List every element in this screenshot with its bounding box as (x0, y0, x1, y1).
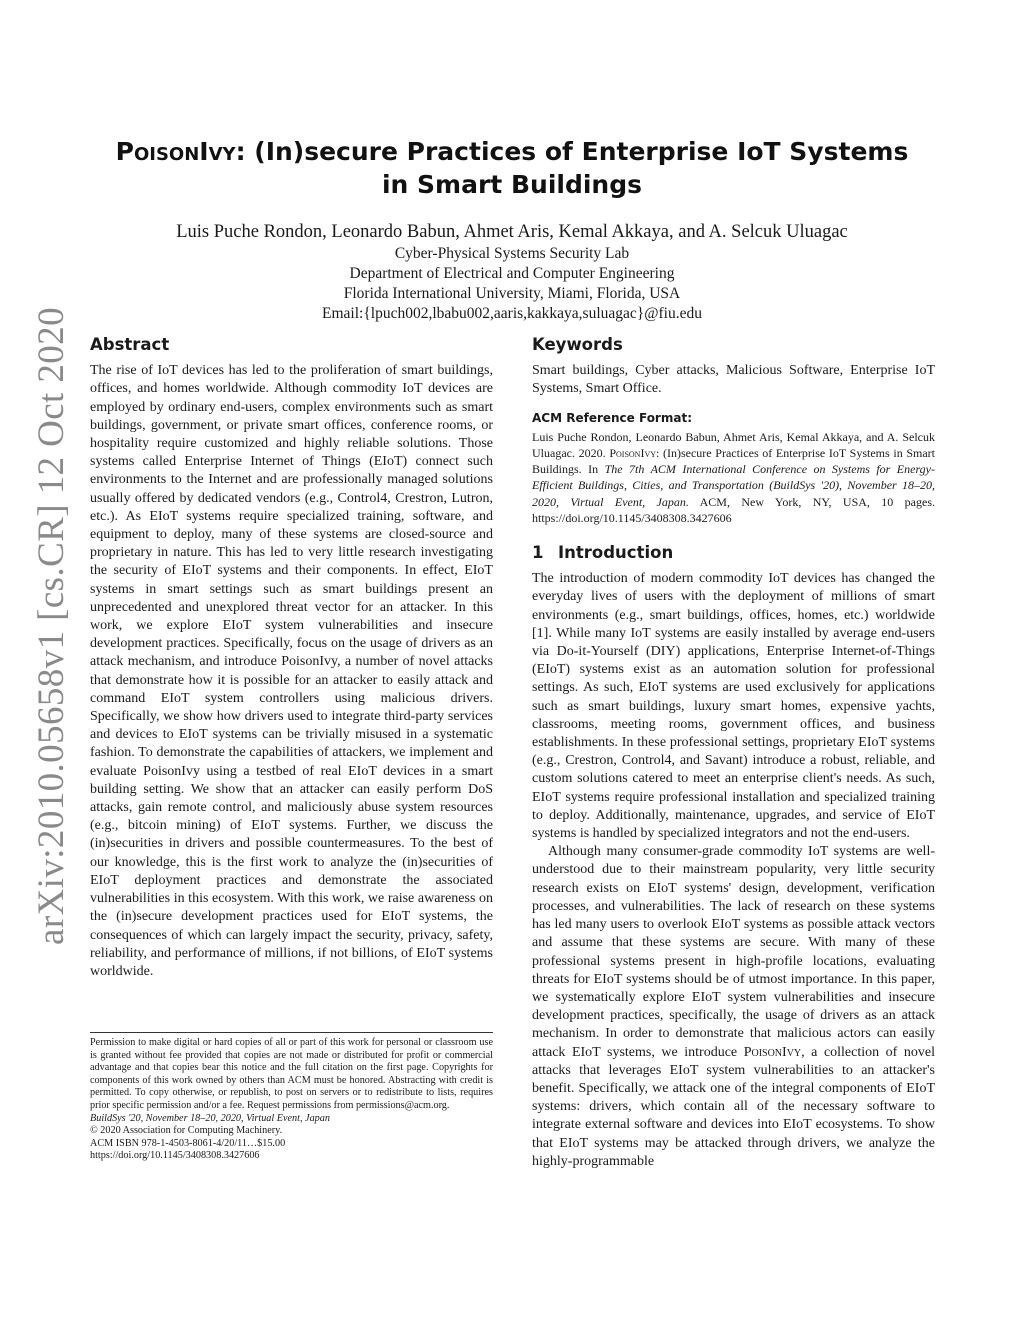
abstract-text: The rise of IoT devices has led to the proliferation of smart buildings, offices, and homes worldwide. Although commodity IoT devices are employed by ordinary end-users, complex environments such as smart buildings, government, or private smart offices, conference rooms, or hospitality require customized and highly reliable solutions. Those systems called Enterprise Internet of Things (EIoT) connect such environments to the Internet and are professionally managed solutions usually offered by dedicated vendors (e.g., Control4, Crestron, Lutron, etc.). As EIoT systems require specialized training, software, and equipment to deploy, many of these systems are closed-source and proprietary in nature. This has led to very little research investigating the security of EIoT systems and their components. In effect, EIoT systems in smart settings such as smart buildings present an unprecedented and unexplored threat vector for an attacker. In this work, we explore EIoT system vulnerabilities and insecure development practices. Specifically, focus on the usage of drivers as an attack mechanism, and introduce PoisonIvy, a number of novel attacks that demonstrate how it is possible for an attacker to easily attack and command EIoT system controllers using malicious drivers. Specifically, we show how drivers used to integrate third-party services and devices to EIoT systems can be trivially misused in a systematic fashion. To demonstrate the capabilities of attackers, we implement and evaluate PoisonIvy using a testbed of real EIoT devices in a smart building setting. We show that an attacker can easily perform DoS attacks, gain remote control, and maliciously abuse system resources (e.g., bitcoin mining) of EIoT systems. Further, we discuss the (in)securities in drivers and possible countermeasures. To the best of our knowledge, this is the first work to analyze the (in)securities of EIoT deployment practices and demonstrate the associated vulnerabilities in this ecosystem. With this work, we raise awareness on the (in)secure development practices used for EIoT systems, the consequences of which can largely impact the security, privacy, safety, reliability, and performance of millions, if not billions, of EIoT systems worldwide. (90, 363, 493, 979)
paper-title (100, 135, 924, 201)
acm-reference-heading: ACM Reference Format: (532, 410, 692, 425)
title-name: PoisonIvy (115, 137, 236, 166)
left-column (90, 336, 493, 981)
intro-number: 1 (532, 543, 544, 563)
intro-p2-b: , a collection of novel attacks that leverages EIoT system vulnerabilities to an attacker's benefit. Specifically, we attack one of the integral components of EIoT systems: drivers, which contain all of the necessary software to integrate external software and devices into EIoT ecosystems. To show that EIoT systems may be attacked through drivers, we analyze the highly-programmable (532, 1044, 935, 1169)
footnote-isbn: ACM ISBN 978-1-4503-8061-4/20/11…$15.00 (90, 1137, 286, 1149)
intro-p2-name: PoisonIvy (743, 1044, 802, 1060)
title-line-2: in Smart Buildings (381, 170, 642, 199)
acm-ref-venue: The 7th ACM International Conference on Systems for Energy-Efficient Buildings, Cities, and Transportation (BuildSys '20), November 18–20, 2020, Virtual Event, Japan. (532, 462, 936, 509)
footnote-doi: https://doi.org/10.1145/3408308.3427606 (90, 1150, 260, 1162)
intro-heading (532, 544, 935, 562)
intro-p2-a: Although many consumer-grade commodity IoT systems are well-understood due to their mainstream popularity, very little security research exists on EIoT systems' design, development, verification processes, and vulnerabilities. The lack of research on these systems has led many users to overlook EIoT systems as possible attack vectors and assume that these systems are secure. With many of these professional systems present in high-profile locations, evaluating threats for EIoT systems should be of utmost importance. In this paper, we systematically explore EIoT system vulnerabilities and insecure development practices, specifically, the usage of drivers as an attack mechanism. In order to demonstrate that malicious actors can easily attack EIoT systems, we introduce (532, 844, 935, 1060)
keywords-text: Smart buildings, Cyber attacks, Malicious Software, Enterprise IoT Systems, Smart Office. (532, 363, 935, 397)
title-line-1 (100, 135, 924, 168)
acm-ref-title: : (In)secure Practices of Enterprise IoT Systems in Smart Buildings. In (532, 446, 936, 477)
right-column (532, 336, 935, 1171)
affiliation-lab: Cyber-Physical Systems Security Lab (394, 245, 630, 262)
intro-paragraph-1: The introduction of modern commodity IoT devices has changed the everyday lives of users with the deployment of millions of smart environments (e.g., smart buildings, offices, homes, etc.) worldwide [1]. While many IoT systems are easily installed by average end-users via Do-it-Yourself (DIY) applications, Enterprise Internet-of-Things (EIoT) systems exist as an automation solution for professional settings. As such, EIoT systems are used exclusively for applications such as smart buildings, luxury smart homes, expensive yachts, classrooms, meeting rooms, government offices, and business establishments. In these professional settings, proprietary EIoT systems (e.g., Crestron, Control4, and Savant) introduce a robust, reliable, and custom solutions catered to meet an enterprise client's needs. As such, EIoT systems require professional installation and specialized training to deploy. Additionally, maintenance, upgrades, and service of EIoT systems is handled by specialized integrators and not the end-users. (532, 571, 935, 842)
arxiv-stamp: arXiv:2010.05658v1 [cs.CR] 12 Oct 2020 (31, 307, 72, 945)
affiliation-univ: Florida International University, Miami, Florida, USA (343, 285, 681, 302)
intro-paragraph-2 (532, 843, 935, 1171)
intro-title: Introduction (558, 543, 674, 563)
title-rest: : (In)secure Practices of Enterprise IoT Systems (235, 137, 909, 166)
acm-ref-name: PoisonIvy (609, 446, 656, 461)
footnote-venue: BuildSys '20, November 18–20, 2020, Virtual Event, Japan (90, 1112, 330, 1124)
keywords-heading: Keywords (532, 335, 623, 354)
footnote-copyright: © 2020 Association for Computing Machinery. (90, 1125, 283, 1137)
affiliation (80, 244, 944, 324)
affiliation-email: Email:{lpuch002,lbabu002,aaris,kakkaya,suluagac}@fiu.edu (322, 305, 702, 322)
acm-ref-tail: ACM, New York, NY, USA, 10 pages. https://doi.org/10.1145/3408308.3427606 (532, 494, 935, 525)
affiliation-dept: Department of Electrical and Computer Engineering (349, 265, 675, 282)
copyright-footnote (90, 1032, 493, 1163)
acm-reference-text (532, 429, 935, 526)
author-list: Luis Puche Rondon, Leonardo Babun, Ahmet Aris, Kemal Akkaya, and A. Selcuk Uluagac (176, 222, 848, 242)
acm-ref-authors: Luis Puche Rondon, Leonardo Babun, Ahmet Aris, Kemal Akkaya, and A. Selcuk Uluagac. 2020. (532, 429, 935, 461)
abstract-heading: Abstract (90, 335, 170, 354)
permission-notice: Permission to make digital or hard copies of all or part of this work for personal or classroom use is granted without fee provided that copies are not made or distributed for profit or commercial advantage and that copies bear this notice and the full citation on the first page. Copyrights for components of this work owned by others than ACM must be honored. Abstracting with credit is permitted. To copy otherwise, or republish, to post on servers or to redistribute to lists, requires prior specific permission and/or a fee. Request permissions from permissions@acm.org. (90, 1037, 493, 1111)
